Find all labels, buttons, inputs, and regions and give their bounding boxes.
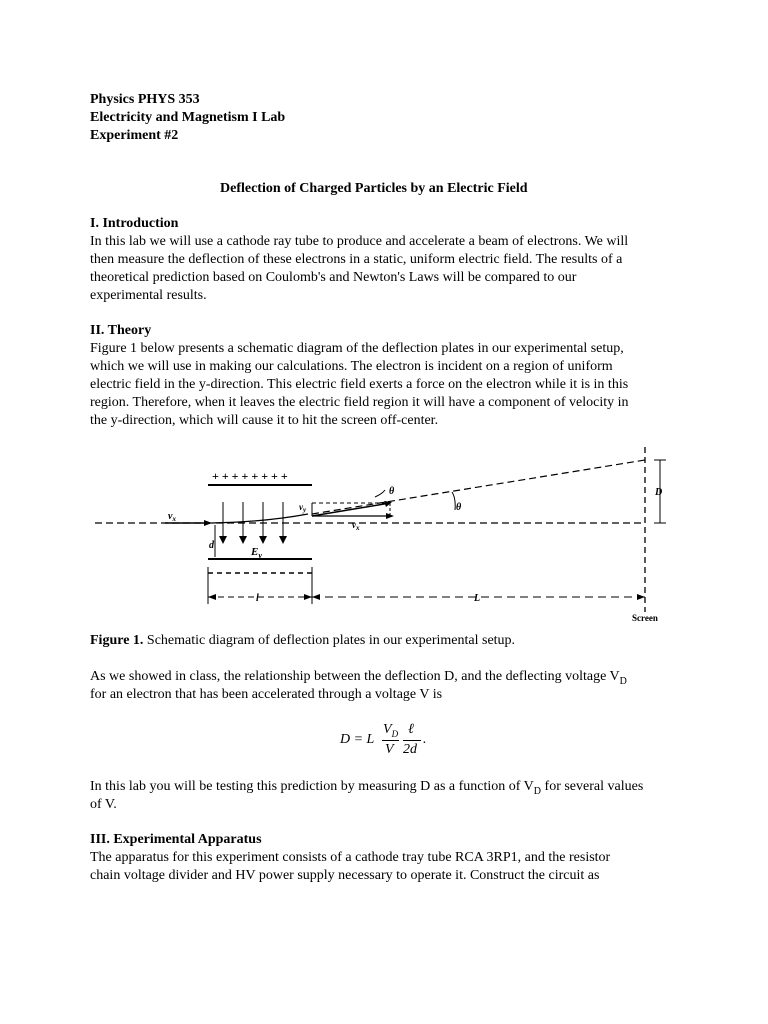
L-label: L [474,593,481,604]
theta-label-2: θ [456,502,462,513]
course-title: Physics PHYS 353 [90,92,200,107]
theta-label-1: θ [389,486,395,497]
relation-sub: D [619,675,627,687]
theory-line-5: the y-direction, which will cause it to hit the screen off-center. [90,413,439,428]
caption-label: Figure 1. [90,633,144,648]
equation-num2: ℓ [408,722,414,737]
equation-num1: $V_D$ [383,722,399,739]
document-title: Deflection of Charged Particles by an Electric Field [220,181,528,196]
lab-title: Electricity and Magnetism I Lab [90,110,286,125]
plus-charges: + + + + + + + + [212,469,288,483]
ey-label: $E_y$ [251,546,262,560]
intro-line-2: then measure the deflection of these electrons in a static, uniform electric field. The results of a [90,252,623,267]
equation-lhs: D = L [340,732,375,747]
intro-heading: I. Introduction [90,216,179,231]
apparatus-heading: III. Experimental Apparatus [90,832,262,847]
intro-line-1: In this lab we will use a cathode ray tube to produce and accelerate a beam of electrons. We will [90,234,629,249]
screen-label: Screen [632,613,658,623]
testing-line-1: In this lab you will be testing this prediction by measuring D as a function of $V_D$ for several values [90,779,644,797]
experiment-number: Experiment #2 [90,128,179,143]
d-label: d [209,540,214,551]
intro-line-4: experimental results. [90,288,207,303]
vx2-label: $v_x$ [352,520,360,532]
intro-line-3: theoretical prediction based on Coulomb's and Newton's Laws will be compared to our [90,270,577,285]
deflection-plates-diagram [90,442,690,632]
vy-label: $v_y$ [299,502,307,514]
theory-line-1: Figure 1 below presents a schematic diagram of the deflection plates in our experimental setup, [90,341,624,356]
D-label: D [655,487,663,498]
theory-line-4: region. Therefore, when it leaves the electric field region it will have a component of velocity in [90,395,629,410]
equation-dot: . [423,732,427,747]
apparatus-line-2: chain voltage divider and HV power supply necessary to operate it. Construct the circuit as [90,868,600,883]
relation-text: As we showed in class, the relationship between the deflection D, and the deflecting voltage V [90,669,620,684]
equation-den1: V [385,742,394,757]
l-label: l [256,593,259,604]
theory-heading: II. Theory [90,323,152,338]
testing-line-2: of V. [90,797,117,812]
caption-text: Schematic diagram of deflection plates in our experimental setup. [143,633,516,648]
apparatus-line-1: The apparatus for this experiment consists of a cathode tray tube RCA 3RP1, and the resistor [90,850,611,865]
fraction-bar-1 [382,740,399,741]
relation-line-2: for an electron that has been accelerated through a voltage V is [90,687,443,702]
theory-line-2: which we will use in making our calculations. The electron is incident on a region of uniform [90,359,613,374]
fraction-bar-2 [403,740,421,741]
vx-label: $v_x$ [168,511,176,523]
equation-den2: 2d [403,742,417,757]
figure-caption [90,633,515,649]
deflection-equation [340,722,440,762]
theory-line-3: electric field in the y-direction. This electric field exerts a force on the electron while it is in this [90,377,629,392]
